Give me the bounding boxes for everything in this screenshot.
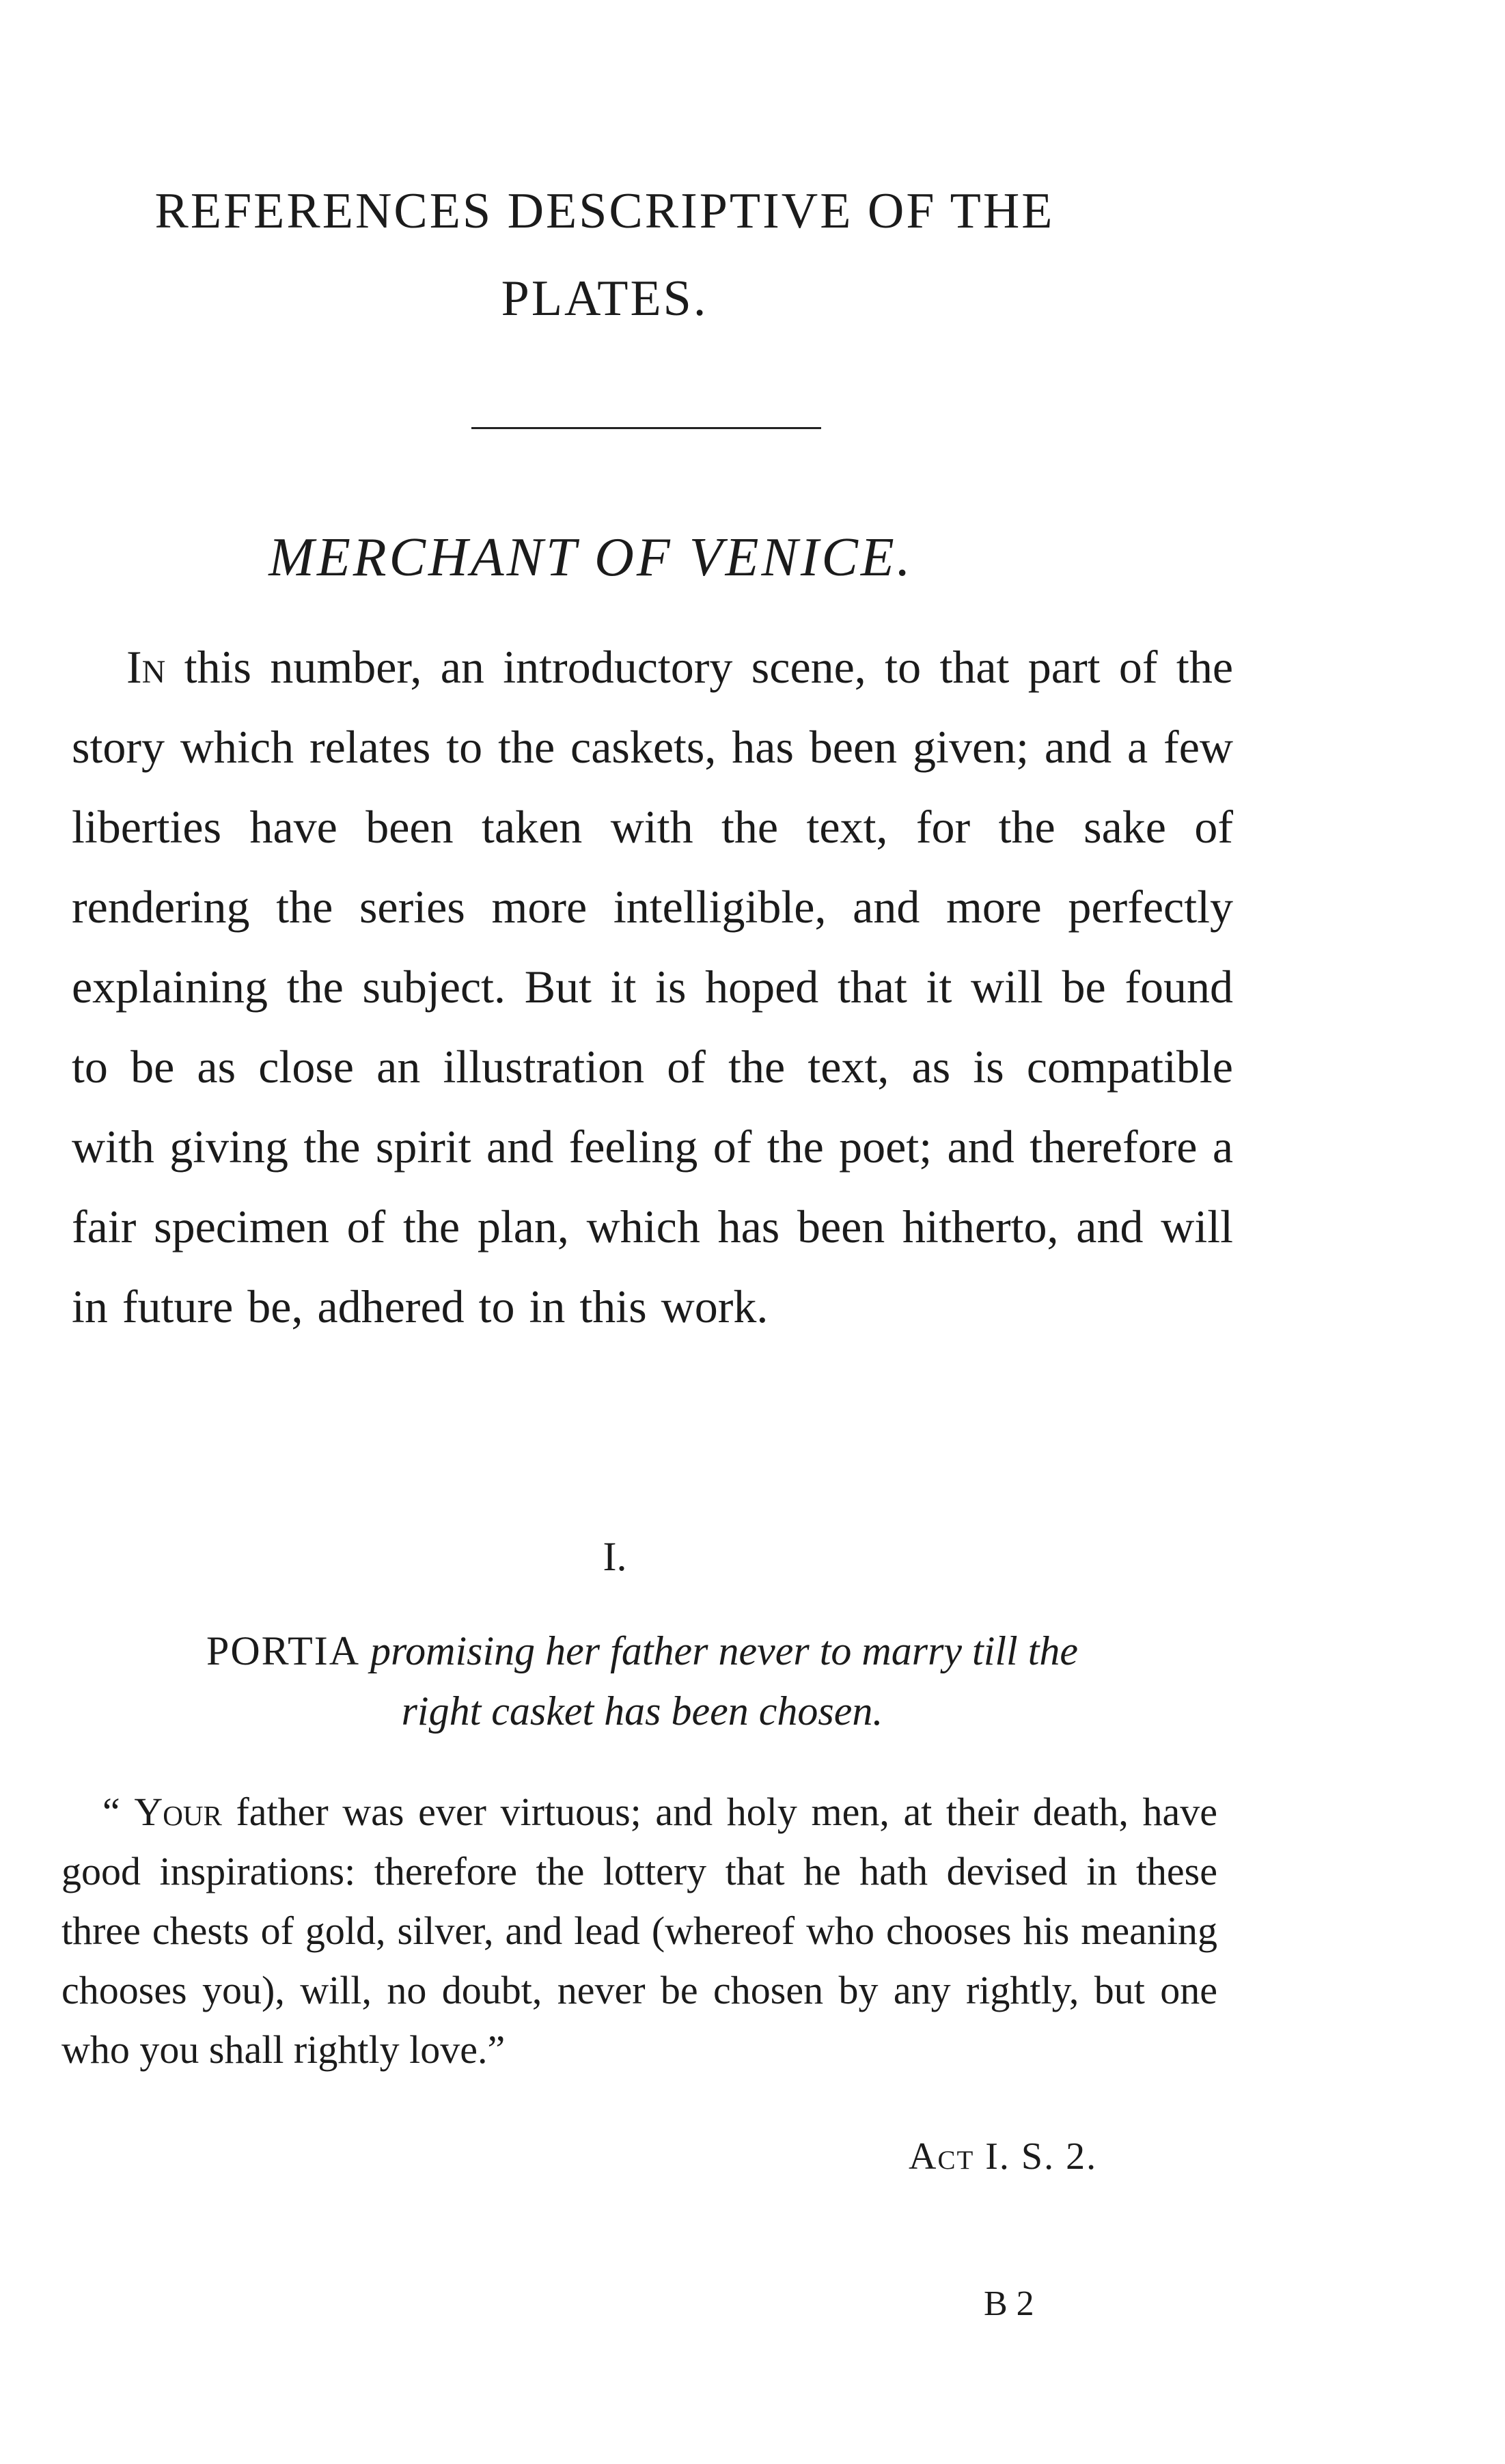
play-title: MERCHANT OF VENICE.	[268, 528, 913, 588]
plate-numeral: I.	[603, 1534, 627, 1579]
page-heading-line1: REFERENCES DESCRIPTIVE OF THE	[154, 183, 1055, 239]
signature-mark: B 2	[984, 2284, 1034, 2323]
caption-name: PORTIA	[206, 1628, 361, 1673]
plate-caption	[61, 1621, 1223, 1741]
intro-text: this number, an introductory scene, to that part of the story which relates to the caskets, has been given; and a few liberties have been taken with the text, for the sake of rendering the series more intelligible, and more perfectly explaining the subject. But it is hoped that it will be found to be as close an illustration of the text, as is compatible with giving the spirit and feeling of the poet; and therefore a fair specimen of the plan, which has been hitherto, and will in future be, adhered to in this work.	[72, 641, 1233, 1332]
section-divider	[471, 427, 821, 429]
quote-text: father was ever virtuous; and holy men, at their death, have good inspirations: therefore the lottery that he hath devised in these three chests of gold, silver, and lead (whereof who chooses his meaning chooses you), will, no doubt, never be chosen by any rightly, but one who you shall rightly love.”	[61, 1790, 1218, 2072]
act-scene: I. S. 2.	[985, 2135, 1098, 2178]
page-heading-line2: PLATES.	[501, 271, 708, 327]
caption-line2: right casket has been chosen.	[401, 1688, 883, 1734]
quote-open-mark: “	[102, 1790, 120, 1834]
quotation-paragraph	[61, 1782, 1217, 2079]
act-word: Act	[909, 2135, 975, 2178]
act-scene-reference	[909, 2137, 1097, 2176]
caption-line1: promising her father never to marry till the	[370, 1628, 1079, 1673]
quote-lead-word: Your	[134, 1790, 222, 1834]
intro-paragraph	[72, 627, 1233, 1347]
intro-lead-word: In	[126, 641, 166, 693]
